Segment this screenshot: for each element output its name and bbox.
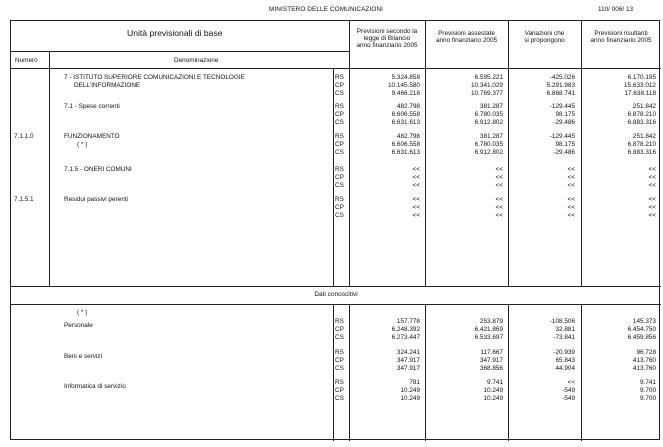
dati-label: Informatica di servizio [64,383,126,390]
header-divider-left [11,51,349,52]
cell-c: 5.291.983 [546,82,575,89]
row-type-code: CP [335,111,344,118]
cell-a: << [412,196,420,203]
cell-c: 98.175 [555,111,575,118]
cell-d: 251.842 [632,133,656,140]
cell-d: << [648,212,656,219]
dati-cell-c: << [567,379,575,386]
cell-b: 6.780.035 [474,141,503,148]
cell-d: << [648,174,656,181]
ministry-title: MINISTERO DELLE COMUNICAZIONI [269,6,384,13]
cell-d: 6.878.210 [627,141,656,148]
dati-cell-c: 44.904 [555,365,575,372]
dati-cell-c: -549 [562,395,575,402]
cell-d: 6.878.210 [627,111,656,118]
row-type-code: CS [335,182,344,189]
cell-b: 6.912.802 [474,149,503,156]
risultanti-heading-1: Previsioni risultanti [594,30,648,37]
cell-d: << [648,196,656,203]
cell-c: -129.445 [549,103,575,110]
dati-cell-a: 324.241 [396,349,420,356]
dati-cell-a: 347.917 [396,365,420,372]
dati-conoscitivi-title: Dati conoscitivi [314,291,358,298]
dati-cell-b: 117.667 [480,349,503,356]
cell-b: << [495,166,503,173]
cell-c: 98.175 [555,141,575,148]
dati-cell-d: 145.373 [632,318,656,325]
cell-a: 482.798 [396,133,420,140]
dati-cell-d: 9.741 [640,379,656,386]
row-denominazione: 7.1 - Spese correnti [64,103,120,110]
cell-a: 6.606.558 [391,111,420,118]
dati-cell-a: 157.778 [396,318,420,325]
unit-heading: Unità previsionali di base [127,28,223,38]
denominazione-heading: Denominazione [174,57,219,64]
row-type-code: CS [335,119,344,126]
page-code: 110/ 006/ 13 [598,6,634,13]
dati-type-code: CS [335,334,344,341]
dati-type-code: RS [335,318,344,325]
row-type-code: CP [335,204,344,211]
cell-d: 6.170.195 [627,74,656,81]
row-type-code: RS [335,133,344,140]
cell-b: << [495,212,503,219]
section-rule-bottom [11,304,661,305]
dati-cell-b: 253.879 [479,318,503,325]
dati-cell-b: 9.741 [487,379,503,386]
dati-cell-c: 65.843 [555,357,575,364]
dati-cell-b: 10.249 [483,395,503,402]
dati-footnote-marker: ( * ) [77,309,88,316]
col-divider-num [49,51,50,286]
row-denominazione: 7.1.5 - ONERI COMUNI [64,166,132,173]
risultanti-heading-2: anno finanziario 2005 [590,37,652,44]
cell-d: 6.883.316 [627,119,656,126]
cell-b: 6.912.802 [474,119,503,126]
dati-type-code: CS [335,395,344,402]
cell-c: << [567,204,575,211]
dati-cell-c: 32.881 [555,326,575,333]
row-denominazione: FUNZIONAMENTO [64,133,120,140]
cell-c: 6.868.741 [546,90,575,97]
cell-d: 17.638.118 [624,90,656,97]
cell-b: << [495,182,503,189]
dati-cell-a: 781 [409,379,420,386]
dati-type-code: CP [335,387,344,394]
cell-a: << [412,166,420,173]
dati-type-code: RS [335,379,344,386]
cell-a: 9.466.216 [391,90,420,97]
cell-d: << [648,166,656,173]
cell-b: << [495,174,503,181]
cell-a: 6.631.613 [391,149,420,156]
dati-type-code: CP [335,326,344,333]
dati-type-code: CP [335,357,344,364]
dati-cell-d: 9.700 [640,395,656,402]
cell-b: 6.780.035 [474,111,503,118]
cell-a: << [412,174,420,181]
cell-a: 10.145.580 [388,82,420,89]
prev-legge-heading-3: anno finanziario 2005 [356,42,418,49]
dati-type-code: CS [335,365,344,372]
row-type-code: RS [335,74,344,81]
cell-c: << [567,196,575,203]
row-type-code: CP [335,141,344,148]
cell-a: << [412,204,420,211]
cell-c: -425.026 [549,74,575,81]
assestate-heading-2: anno finanziario 2005 [435,37,498,44]
cell-c: -29.486 [553,149,575,156]
dati-label: Personale [64,322,93,329]
dati-cell-a: 6.248.392 [391,326,420,333]
cell-d: 251.842 [632,103,656,110]
dati-cell-d: 413.760 [632,365,656,372]
cell-b: << [495,204,503,211]
cell-a: 6.606.558 [391,141,420,148]
dati-type-code: RS [335,349,344,356]
dati-label: Beni e servizi [64,353,103,360]
cell-b: 381.287 [479,133,503,140]
row-type-code: RS [335,196,344,203]
dati-cell-d: 413.760 [632,357,656,364]
cell-c: << [567,174,575,181]
prev-legge-heading-2: legge di Bilancio [363,35,411,42]
variazioni-heading-1: Variazioni che [524,30,565,37]
budget-table [10,20,660,440]
dati-cell-c: -549 [562,387,575,394]
cell-a: 6.631.613 [391,119,420,126]
cell-b: 10.341.029 [471,82,503,89]
row-denominazione: Residui passivi perenti [64,196,128,203]
row-type-code: RS [335,166,344,173]
cell-b: 10.769.377 [471,90,503,97]
cell-a: << [412,182,420,189]
cell-b: << [495,196,503,203]
variazioni-heading-2: si propongono [524,37,565,44]
numero-heading: Numero [15,57,38,64]
type-divider [333,68,334,286]
row-type-code: CS [335,212,344,219]
row-number: 7.1.1.0 [14,133,34,140]
cell-c: -129.445 [549,133,575,140]
row-denominazione: 7 - ISTITUTO SUPERIORE COMUNICAZIONI E TECNOLOGIE [64,74,245,81]
cell-c: << [567,182,575,189]
dati-cell-b: 6.421.869 [474,326,503,333]
row-denominazione-2: DELL'INFORMAZIONE [74,82,141,89]
dati-cell-d: 6.459.856 [627,334,656,341]
dati-cell-b: 10.249 [483,387,503,394]
cell-d: << [648,204,656,211]
dati-cell-a: 6.273.447 [391,334,420,341]
row-type-code: CS [335,149,344,156]
cell-c: << [567,212,575,219]
cell-b: 6.595.221 [474,74,503,81]
cell-d: 6.883.316 [627,149,656,156]
row-type-code: RS [335,103,344,110]
row-type-code: CP [335,82,344,89]
dati-cell-d: 96.728 [636,349,656,356]
cell-a: 482.798 [396,103,420,110]
cell-d: 15.633.012 [624,82,656,89]
dati-cell-b: 6.533.697 [474,334,503,341]
dati-cell-a: 347.917 [396,357,420,364]
row-type-code: CP [335,174,344,181]
prev-legge-heading-1: Previsioni secondo la [356,28,418,35]
row-number: 7.1.5.1 [14,196,34,203]
dati-cell-b: 347.917 [479,357,503,364]
assestate-heading-1: Previsioni assestate [438,30,495,37]
dati-cell-d: 9.700 [640,387,656,394]
cell-b: 381.287 [479,103,503,110]
cell-d: << [648,182,656,189]
dati-cell-a: 10.249 [400,387,420,394]
dati-cell-c: -73.841 [553,334,575,341]
row-denominazione-2: ( * ) [77,141,88,148]
dati-cell-d: 6.454.750 [627,326,656,333]
type-divider-2 [333,304,334,441]
cell-c: << [567,166,575,173]
header-bottom-rule [11,68,661,69]
row-type-code: CS [335,90,344,97]
dati-cell-c: -20.939 [553,349,575,356]
dati-cell-a: 10.249 [400,395,420,402]
section-rule-top [11,286,661,287]
dati-cell-b: 368.856 [479,365,503,372]
cell-c: -29.486 [553,119,575,126]
cell-a: 5.324.858 [391,74,420,81]
dati-cell-c: -108.506 [549,318,575,325]
cell-a: << [412,212,420,219]
